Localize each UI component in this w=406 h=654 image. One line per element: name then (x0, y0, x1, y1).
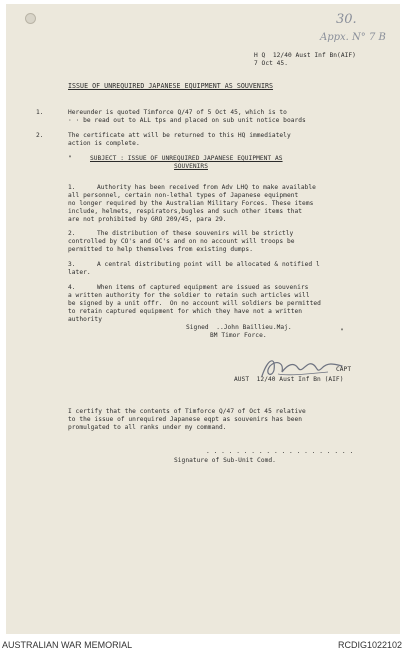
punch-hole (25, 13, 36, 24)
para2-number: 2. (36, 132, 44, 139)
header-date: 7 Oct 45. (254, 60, 288, 67)
quote-para2-line: The distribution of these souvenirs will be strictly (97, 230, 294, 237)
para1-line: · · be read out to ALL tps and placed on sub unit notice boards (68, 117, 306, 124)
certificate-line: promulgated to all ranks under my command. (68, 424, 227, 431)
quote-para1-line: all personnel, certain non-lethal types of Japanese equipment (68, 192, 299, 199)
subject-line: SUBJECT : ISSUE OF UNREQUIRED JAPANESE EQUIPMENT AS (90, 155, 283, 162)
quote-para3-line: later. (68, 269, 91, 276)
para2-line: action is complete. (68, 140, 140, 147)
quote-para1-line: include, helmets, respirators,bugles and such other items that (68, 208, 303, 215)
subject-line: SOUVENIRS (174, 163, 208, 170)
quote-para3-number: 3. (68, 261, 76, 268)
quote-para4-line: to retain captured equipment for which they have not a written (68, 308, 303, 315)
close-quote: " (340, 328, 344, 335)
signature-label: Signature of Sub-Unit Comd. (174, 457, 276, 464)
signatory-unit: AUST 12/40 Aust Inf Bn (AIF) (234, 376, 344, 383)
quote-para2-line: controlled by CO's and OC's and on no account will troops be (68, 238, 295, 245)
quote-para4-line: a written authority for the soldier to retain such articles will (68, 292, 310, 299)
signature-dots: . . . . . . . . . . . . . . . . . . . . (206, 448, 354, 455)
footer-record-id: RCDIG1022102 (337, 640, 402, 650)
quote-signed-unit: BM Timor Force. (210, 332, 267, 339)
quote-para2-line: permitted to help themselves from existing dumps. (68, 246, 253, 253)
para1-number: 1. (36, 109, 44, 116)
quote-para3-line: A central distributing point will be allocated & notified l (97, 261, 320, 268)
para2-line: The certificate att will be returned to this HQ immediately (68, 132, 291, 139)
quote-para1-line: are not prohibited by GRO 209/45, para 29. (68, 216, 227, 223)
quote-para4-number: 4. (68, 284, 76, 291)
quote-para4-line: be signed by a unit offr. On no account will soldiers be permitted (68, 300, 321, 307)
signatory-rank: CAPT (336, 366, 352, 373)
document-page (6, 4, 400, 634)
header-ref: H Q 12/40 Aust Inf Bn(AIF) (254, 52, 356, 59)
quote-para1-number: 1. (68, 184, 76, 191)
handwritten-appendix: Appx. N° 7 B (320, 32, 386, 43)
footer-institution: AUSTRALIAN WAR MEMORIAL (2, 640, 133, 650)
certificate-line: to the issue of unrequired Japanese eqpt as souvenirs has been (68, 416, 303, 423)
document-title: ISSUE OF UNREQUIRED JAPANESE EQUIPMENT AS SOUVENIRS (68, 82, 274, 90)
handwritten-number: 30. (336, 12, 357, 27)
quote-signed: Signed ..John Baillieu.Maj. (186, 324, 292, 331)
quote-para1-line: no longer required by the Australian Military Forces. These items (68, 200, 314, 207)
certificate-line: I certify that the contents of Timforce Q/47 of Oct 45 relative (68, 408, 306, 415)
para1-line: Hereunder is quoted Timforce Q/47 of 5 Oct 45, which is to (68, 109, 287, 116)
archive-footer (0, 636, 406, 654)
open-quote: " (68, 155, 72, 162)
quote-para4-line: When items of captured equipment are issued as souvenirs (97, 284, 309, 291)
quote-para1-line: Authority has been received from Adv LHQ to make available (97, 184, 316, 191)
quote-para4-line: authority (68, 316, 102, 323)
quote-para2-number: 2. (68, 230, 76, 237)
